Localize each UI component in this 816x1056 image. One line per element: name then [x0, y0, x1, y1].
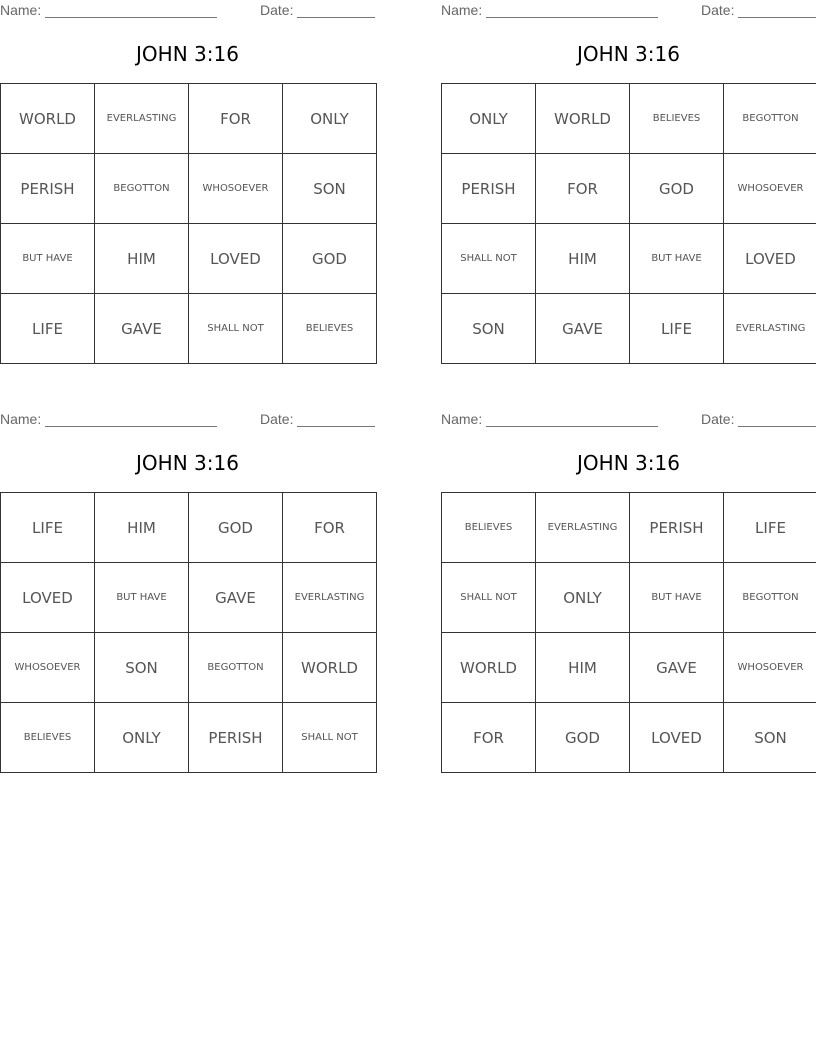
bingo-cell: EVERLASTING — [95, 84, 189, 154]
grid-row — [1, 294, 377, 364]
date-label: Date: — [701, 411, 735, 427]
bingo-cell: BEGOTTON — [95, 154, 189, 224]
name-blank — [486, 17, 658, 18]
bingo-cell: WORLD — [536, 84, 630, 154]
bingo-cell: WHOSOEVER — [724, 633, 816, 703]
bingo-cell: LOVED — [189, 224, 283, 294]
grid-row — [442, 703, 816, 773]
bingo-cell: SHALL NOT — [189, 294, 283, 364]
bingo-cell: SON — [442, 294, 536, 364]
bingo-grid — [0, 492, 377, 773]
grid-row — [1, 703, 377, 773]
bingo-card — [0, 409, 375, 773]
bingo-card — [0, 0, 375, 364]
bingo-cell: BUT HAVE — [1, 224, 95, 294]
grid-row — [442, 84, 816, 154]
bingo-cell: GOD — [536, 703, 630, 773]
bingo-cell: ONLY — [536, 563, 630, 633]
bingo-cell: LIFE — [1, 294, 95, 364]
bingo-cell: WHOSOEVER — [1, 633, 95, 703]
date-label: Date: — [260, 2, 294, 18]
bingo-cell: SON — [95, 633, 189, 703]
bingo-cell: GAVE — [536, 294, 630, 364]
bingo-cell: PERISH — [189, 703, 283, 773]
bingo-grid — [441, 492, 816, 773]
bingo-cell: LOVED — [724, 224, 816, 294]
name-label: Name: — [0, 411, 42, 427]
bingo-cell: GOD — [189, 493, 283, 563]
date-blank — [738, 17, 816, 18]
grid-row — [442, 154, 816, 224]
bingo-cell: HIM — [95, 493, 189, 563]
bingo-grid — [441, 83, 816, 364]
name-date-row — [441, 2, 816, 20]
grid-row — [442, 294, 816, 364]
bingo-cell: LOVED — [1, 563, 95, 633]
bingo-card — [441, 0, 816, 364]
name-date-row — [0, 411, 375, 429]
bingo-cell: FOR — [283, 493, 377, 563]
bingo-card — [441, 409, 816, 773]
card-title: JOHN 3:16 — [577, 42, 680, 66]
name-blank — [45, 17, 217, 18]
bingo-cell: WORLD — [283, 633, 377, 703]
grid-row — [1, 224, 377, 294]
bingo-cell: PERISH — [630, 493, 724, 563]
bingo-cell: WORLD — [442, 633, 536, 703]
bingo-cell: BEGOTTON — [189, 633, 283, 703]
bingo-cell: ONLY — [283, 84, 377, 154]
bingo-cell: FOR — [442, 703, 536, 773]
bingo-cell: GOD — [283, 224, 377, 294]
bingo-cell: BELIEVES — [630, 84, 724, 154]
bingo-cell: SHALL NOT — [283, 703, 377, 773]
date-blank — [297, 426, 375, 427]
bingo-cell: WHOSOEVER — [724, 154, 816, 224]
bingo-cell: EVERLASTING — [536, 493, 630, 563]
bingo-cell: FOR — [189, 84, 283, 154]
name-date-row — [0, 2, 375, 20]
bingo-cell: SON — [283, 154, 377, 224]
bingo-cell: BUT HAVE — [630, 224, 724, 294]
date-blank — [738, 426, 816, 427]
bingo-cell: GAVE — [189, 563, 283, 633]
name-date-row — [441, 411, 816, 429]
date-label: Date: — [260, 411, 294, 427]
bingo-cell: ONLY — [95, 703, 189, 773]
bingo-cell: BUT HAVE — [630, 563, 724, 633]
grid-row — [1, 84, 377, 154]
card-title: JOHN 3:16 — [577, 451, 680, 475]
name-label: Name: — [441, 411, 483, 427]
grid-row — [1, 563, 377, 633]
bingo-cell: SHALL NOT — [442, 224, 536, 294]
bingo-cell: GAVE — [630, 633, 724, 703]
card-title: JOHN 3:16 — [136, 42, 239, 66]
name-label: Name: — [441, 2, 483, 18]
bingo-cell: BEGOTTON — [724, 563, 816, 633]
bingo-cell: PERISH — [1, 154, 95, 224]
bingo-cell: WHOSOEVER — [189, 154, 283, 224]
grid-row — [442, 633, 816, 703]
date-label: Date: — [701, 2, 735, 18]
bingo-cell: BELIEVES — [283, 294, 377, 364]
bingo-cell: EVERLASTING — [724, 294, 816, 364]
bingo-cell: WORLD — [1, 84, 95, 154]
bingo-cell: HIM — [95, 224, 189, 294]
bingo-cell: PERISH — [442, 154, 536, 224]
grid-row — [442, 493, 816, 563]
bingo-cell: LIFE — [724, 493, 816, 563]
grid-row — [442, 224, 816, 294]
name-label: Name: — [0, 2, 42, 18]
date-blank — [297, 17, 375, 18]
bingo-cell: GAVE — [95, 294, 189, 364]
name-blank — [486, 426, 658, 427]
bingo-cell: LIFE — [630, 294, 724, 364]
bingo-cell: BELIEVES — [1, 703, 95, 773]
bingo-cell: ONLY — [442, 84, 536, 154]
bingo-cell: BELIEVES — [442, 493, 536, 563]
bingo-cell: HIM — [536, 224, 630, 294]
bingo-cell: LOVED — [630, 703, 724, 773]
grid-row — [1, 633, 377, 703]
bingo-cell: BUT HAVE — [95, 563, 189, 633]
bingo-cell: GOD — [630, 154, 724, 224]
bingo-cell: SHALL NOT — [442, 563, 536, 633]
name-blank — [45, 426, 217, 427]
bingo-cell: HIM — [536, 633, 630, 703]
card-title: JOHN 3:16 — [136, 451, 239, 475]
bingo-cell: FOR — [536, 154, 630, 224]
bingo-grid — [0, 83, 377, 364]
grid-row — [1, 154, 377, 224]
grid-row — [442, 563, 816, 633]
grid-row — [1, 493, 377, 563]
bingo-cell: LIFE — [1, 493, 95, 563]
bingo-cell: BEGOTTON — [724, 84, 816, 154]
bingo-cell: EVERLASTING — [283, 563, 377, 633]
bingo-cell: SON — [724, 703, 816, 773]
